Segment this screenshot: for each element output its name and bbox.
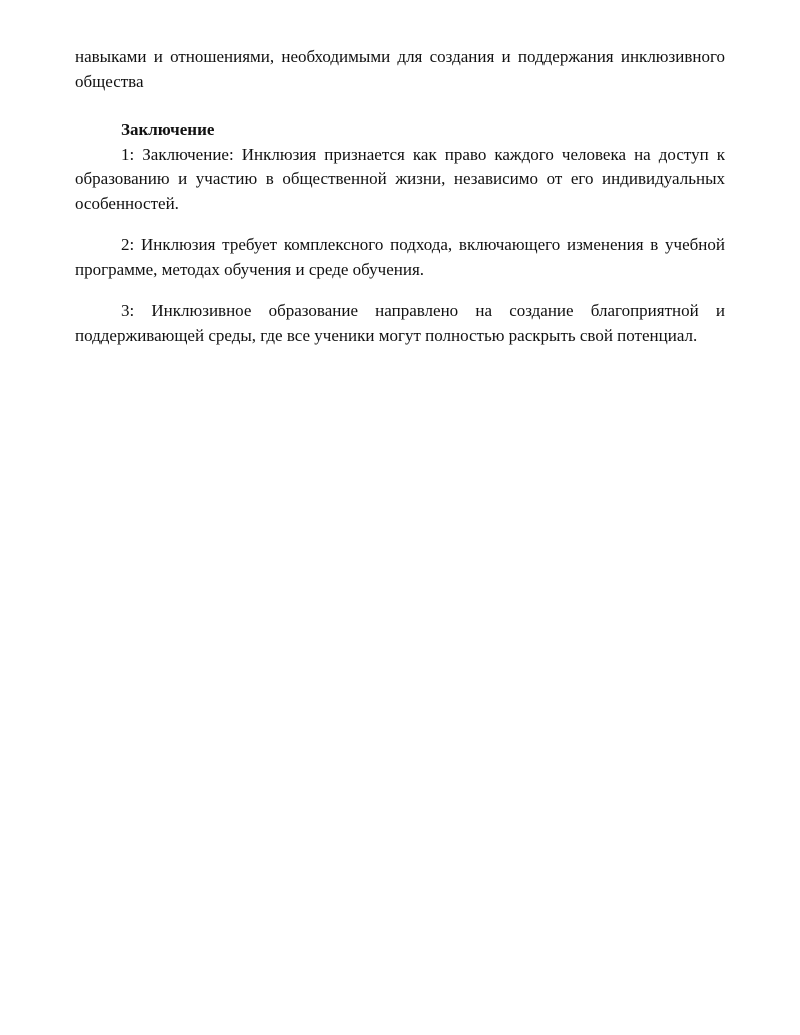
conclusion-paragraph-1: 1: Заключение: Инклюзия признается как право каждого человека на доступ к образованию и участию в общественной жизни, независимо от его индивидуальных особенностей. [75, 144, 725, 213]
document-body [75, 45, 725, 348]
conclusion-paragraph-3: 3: Инклюзивное образование направлено на создание благоприятной и поддерживающей среды, где все ученики могут полностью раскрыть свой потенциал. [75, 301, 725, 345]
conclusion-paragraph-2: 2: Инклюзия требует комплексного подхода, включающего изменения в учебной программе, методах обучения и среде обучения. [75, 235, 725, 279]
intro-paragraph: навыками и отношениями, необходимыми для создания и поддержания инклюзивного общества [75, 47, 725, 91]
section-heading: Заключение [121, 120, 215, 139]
